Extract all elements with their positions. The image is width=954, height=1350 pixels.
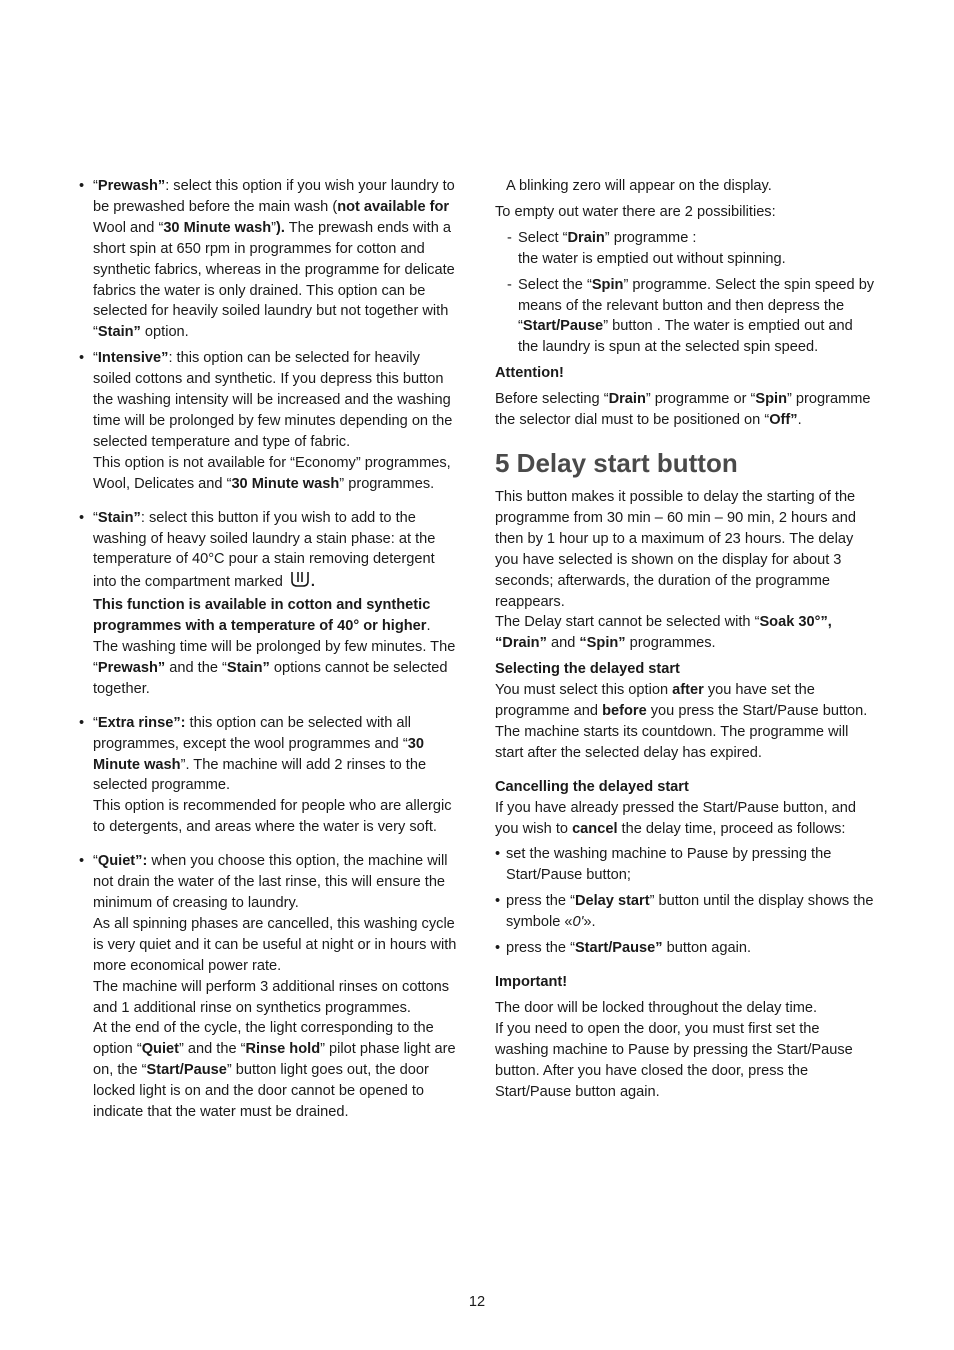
delay-intro: This button makes it possible to delay the starting of the programme from 30 min – 60 min – 90 min, 2 hours and then by 1 hour up to a maximum of 23 hours. The delay you have selected is shown on the display for about 3 seconds; afterwards, the duration of the programme reappears. bbox=[495, 488, 856, 610]
selecting-countdown: The machine starts its countdown. The programme will start after the selected delay has expired. bbox=[495, 723, 849, 761]
bullet: • bbox=[79, 853, 85, 870]
dash: - bbox=[507, 229, 512, 246]
bullet: • bbox=[495, 846, 501, 863]
dash: - bbox=[507, 276, 512, 293]
important-text-2: If you need to open the door, you must first set the washing machine to Pause by pressing the Start/Pause button. After you have closed the door, press the Start/Pause button again. bbox=[495, 1020, 853, 1100]
extra-rinse-text: “Extra rinse”: this option can be selected with all programmes, except the wool programmes and “30 Minute wash”. The machine will add 2 rinses to the selected programme. bbox=[93, 714, 427, 794]
bullet: • bbox=[79, 178, 85, 194]
bullet: • bbox=[495, 940, 501, 957]
important-title: Important! bbox=[495, 974, 568, 990]
attention-title: Attention! bbox=[495, 365, 564, 382]
prewash-text: “Prewash”: select this option if you wish your laundry to be prewashed before the main wash (not available for Wool and “30 Minute wash”). The prewash ends with a short spin at 650 rpm in programmes for cotton and synthetic fabrics, whereas in the programme for delicate fabrics the water is only drained. This option can be selected for heavily soiled laundry but not together with “Stain” option. bbox=[93, 178, 455, 341]
important-text: The door will be locked throughout the delay time. bbox=[495, 999, 818, 1016]
bullet: • bbox=[79, 714, 85, 731]
extra-rinse-note: This option is recommended for people who are allergic to detergents, and areas where the water is very soft. bbox=[93, 798, 452, 836]
page-number: 12 bbox=[468, 1294, 486, 1310]
empty-water-intro: To empty out water there are 2 possibilities: bbox=[495, 203, 776, 220]
cancelling-text: If you have already pressed the Start/Pause button, and you wish to cancel the delay time, proceed as follows: bbox=[495, 799, 857, 837]
left-column bbox=[79, 176, 461, 1123]
quiet-note-3: At the end of the cycle, the light corresponding to the option “Quiet” and the “Rinse hold” pilot phase light are on, the “Start/Pause” button light goes out, the door locked light is on and the door cannot be opened to indicate that the water must be drained. bbox=[93, 1020, 456, 1121]
quiet-text: “Quiet”: when you choose this option, the machine will not drain the water of the last rinse, this will ensure the minimum of creasing to laundry. bbox=[93, 853, 448, 911]
bullet: • bbox=[79, 350, 85, 367]
blinking-zero-text: A blinking zero will appear on the display. bbox=[506, 178, 772, 194]
intensive-note: This option is not available for “Economy” programmes, Wool, Delicates and “30 Minute wash” programmes. bbox=[93, 454, 451, 492]
attention-text: Before selecting “Drain” programme or “Spin” programme the selector dial must to be positioned on “Off”. bbox=[495, 391, 871, 429]
selecting-title: Selecting the delayed start bbox=[495, 661, 680, 678]
cancel-step-2: • press the “Delay start” button until the display shows the symbole «0'». bbox=[495, 893, 874, 931]
cancelling-title: Cancelling the delayed start bbox=[495, 778, 689, 795]
bullet: • bbox=[495, 893, 501, 910]
prewash-item bbox=[79, 176, 461, 343]
delay-restriction: The Delay start cannot be selected with “Soak 30°”, “Drain” and “Spin” programmes. bbox=[495, 614, 832, 652]
right-column bbox=[495, 176, 875, 1102]
intensive-text: “Intensive”: this option can be selected for heavily soiled cottons and synthetic. If you depress this button the washing intensity will be increased and the washing time will be prolonged by few minutes depending on the selected temperature and type of fabric. bbox=[93, 350, 453, 450]
section-heading: 5 Delay start button bbox=[495, 447, 738, 478]
stain-item bbox=[79, 508, 461, 700]
extra-rinse-item bbox=[79, 713, 461, 838]
delay-zero-symbol: 0' bbox=[572, 914, 584, 931]
cancel-step-1: • set the washing machine to Pause by pressing the Start/Pause button; bbox=[495, 846, 832, 884]
intensive-item bbox=[79, 348, 461, 494]
spin-option: - Select the “Spin” programme. Select the spin speed by means of the relevant button and then depress the “Start/Pause” button . The water is emptied out and the laundry is spun at the selected spin speed. bbox=[507, 276, 875, 356]
stain-note: The washing time will be prolonged by few minutes. The “Prewash” and the “Stain” options cannot be selected together. bbox=[93, 639, 456, 697]
cancel-step-3: • press the “Start/Pause” button again. bbox=[495, 938, 875, 959]
quiet-note-2: The machine will perform 3 additional rinses on cottons and 1 additional rinse on synthetics programmes. bbox=[93, 978, 450, 1016]
selecting-text: You must select this option after you have set the programme and before you press the Start/Pause button. bbox=[495, 682, 868, 720]
stain-text: “Stain”: select this button if you wish to add to the washing of heavy soiled laundry a stain phase: at the temperature of 40°C pour a stain removing detergent into the compartment marked . bbox=[93, 508, 461, 596]
detergent-compartment-icon bbox=[289, 570, 311, 595]
quiet-item bbox=[79, 851, 461, 1123]
drain-option: - Select “Drain” programme : the water is emptied out without spinning. bbox=[507, 229, 786, 267]
quiet-note-1: As all spinning phases are cancelled, this washing cycle is very quiet and it can be useful at night or in hours with more economical power rate. bbox=[93, 915, 457, 974]
bullet: • bbox=[79, 509, 85, 526]
stain-availability: This function is available in cotton and synthetic programmes with a temperature of 40° or higher. bbox=[93, 597, 431, 635]
